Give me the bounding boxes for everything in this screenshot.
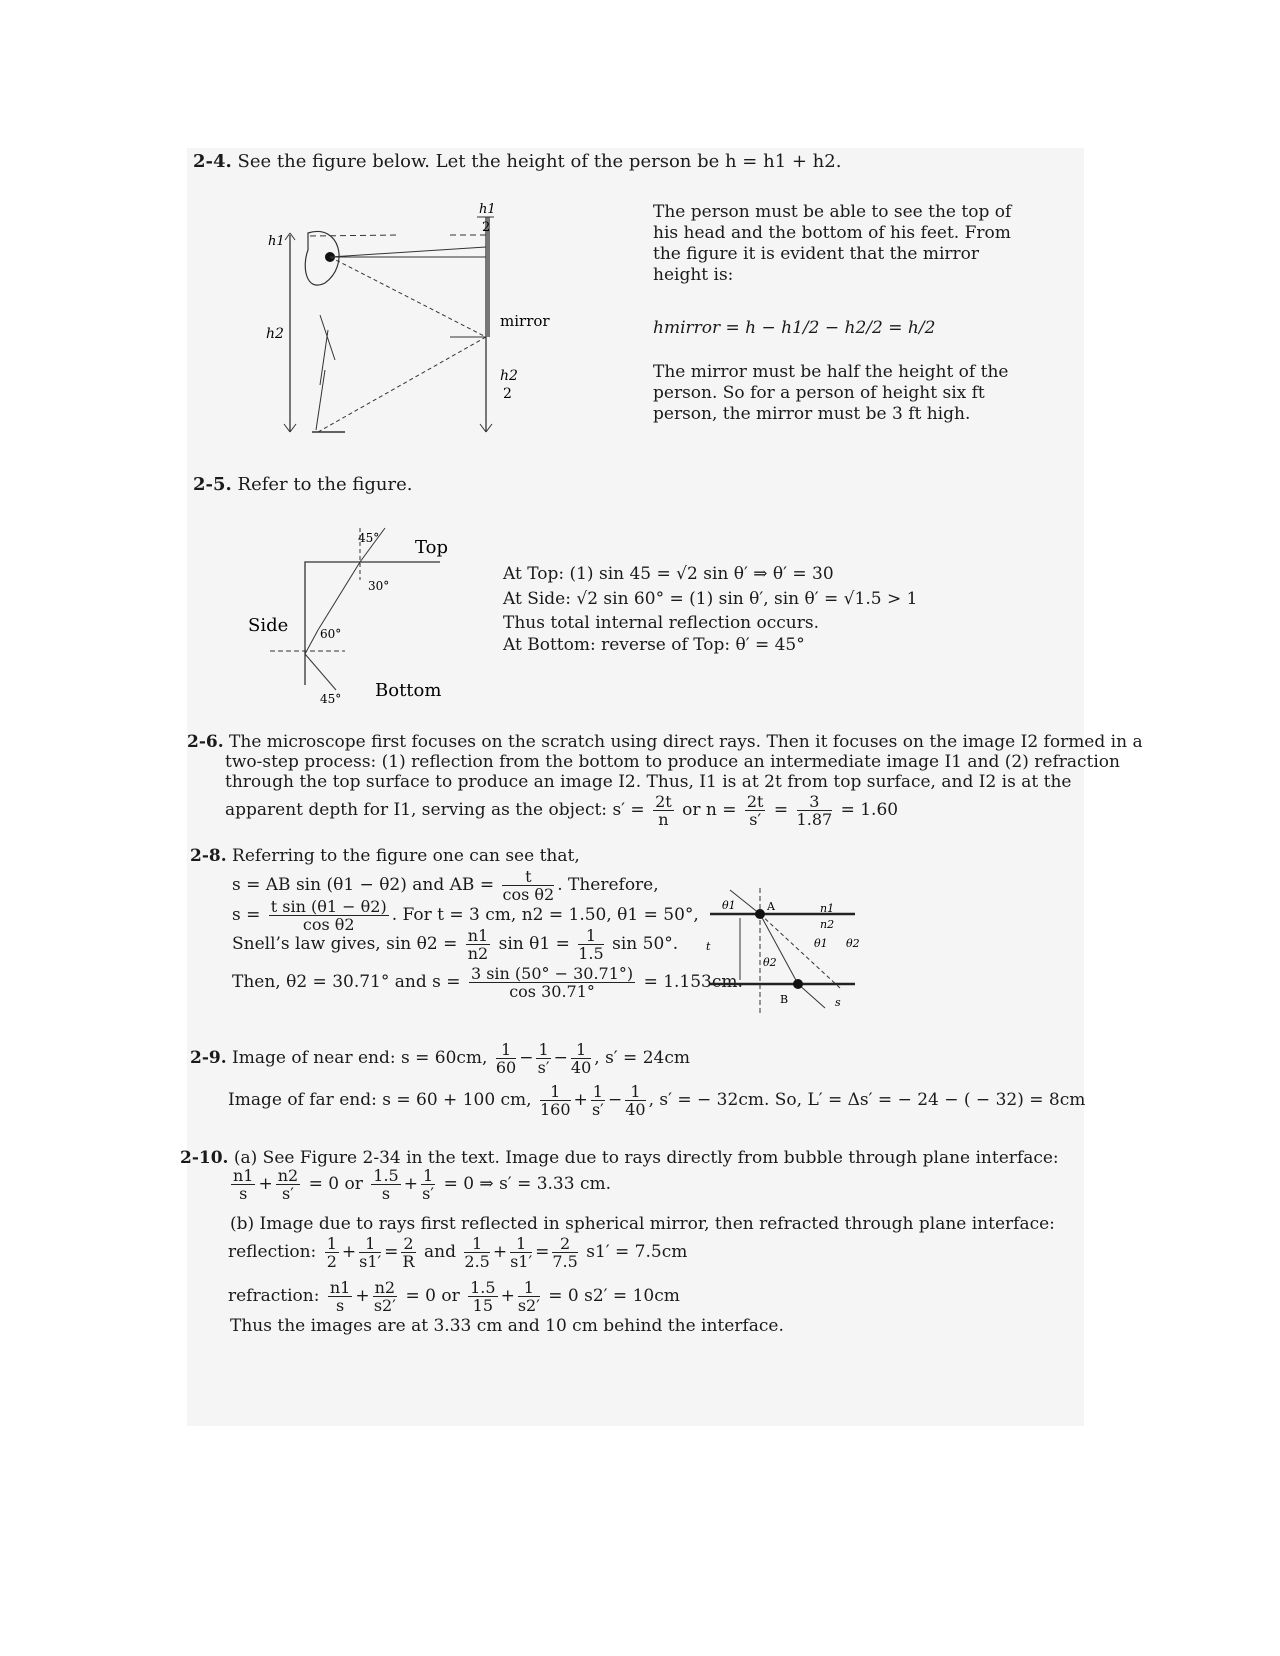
line-text: = 0 or bbox=[405, 1286, 460, 1306]
point-B-dot bbox=[793, 979, 803, 989]
problem-2-10-conclusion: Thus the images are at 3.33 cm and 10 cm behind the interface. bbox=[230, 1316, 784, 1336]
angle-60: 60° bbox=[320, 627, 342, 641]
n1-label: n1 bbox=[820, 902, 835, 915]
h2-half-numerator: h2 bbox=[500, 368, 518, 384]
problem-label: 2-8. bbox=[190, 846, 227, 866]
frac-den: 1.87 bbox=[796, 810, 833, 829]
line-text: s1′ = 7.5cm bbox=[586, 1242, 688, 1262]
frac-num: n1 bbox=[233, 1166, 254, 1185]
line-text: Snell’s law gives, sin θ2 = bbox=[232, 934, 458, 954]
problem-label: 2-5. bbox=[193, 474, 232, 495]
line-text: s = bbox=[232, 905, 261, 925]
angle-30: 30° bbox=[368, 579, 390, 593]
frac-den: 2.5 bbox=[464, 1252, 490, 1271]
problem-text: The microscope first focuses on the scratch using direct rays. Then it focuses on the image I2 formed in a bbox=[229, 732, 1143, 752]
frac-num: 1 bbox=[359, 1235, 381, 1253]
h1-half-denominator: 2 bbox=[482, 220, 491, 235]
line-text: = 0 ⇒ s′ = 3.33 cm. bbox=[443, 1174, 612, 1194]
theta2b-label: θ2 bbox=[846, 937, 860, 950]
problem-label: 2-6. bbox=[187, 732, 224, 752]
frac-num: 1 bbox=[578, 927, 603, 945]
problem-intro: Refer to the figure. bbox=[237, 474, 413, 495]
frac-den: s bbox=[335, 1296, 345, 1315]
angle-45-bottom: 45° bbox=[320, 692, 342, 706]
problem-intro: See the figure below. Let the height of the person be h = h1 + h2. bbox=[237, 151, 842, 172]
line-text: Image of near end: s = 60cm, bbox=[232, 1048, 488, 1068]
h1-label: h1 bbox=[268, 234, 285, 249]
problem-label: 2-9. bbox=[190, 1048, 227, 1068]
problem-2-6-line4 bbox=[225, 790, 898, 830]
point-A-dot bbox=[755, 909, 765, 919]
frac-den: 40 bbox=[625, 1100, 646, 1119]
label-bottom: Bottom bbox=[375, 680, 442, 701]
line-text: = 0 s2′ = 10cm bbox=[548, 1286, 680, 1306]
frac-num: n1 bbox=[329, 1278, 351, 1297]
line-text: refraction: bbox=[228, 1286, 320, 1306]
frac-num: 1 bbox=[422, 1166, 434, 1185]
problem-2-5-line3: Thus total internal reflection occurs. bbox=[503, 613, 820, 633]
problem-2-4-heading bbox=[193, 152, 841, 172]
problem-2-10-refraction-equation: refraction: $\frac{n1}{s}$ + $\frac{n2}{s2'}$ = 0 or $\frac{1.5}{15}$ + $\frac{1}{s2'}$ = 0 s2′ = 10cm bbox=[228, 1278, 680, 1315]
mirror-label: mirror bbox=[500, 312, 550, 330]
h2-label: h2 bbox=[266, 326, 284, 342]
frac-den: 40 bbox=[570, 1058, 592, 1077]
problem-2-5-line4: At Bottom: reverse of Top: θ′ = 45° bbox=[503, 635, 805, 655]
line-text: s = AB sin (θ1 − θ2) and AB = bbox=[232, 875, 495, 895]
frac-den: s′ bbox=[537, 1058, 550, 1077]
theta1b-label: θ1 bbox=[814, 937, 828, 950]
line-text: Then, θ2 = 30.71° and s = bbox=[232, 972, 461, 992]
line-text: sin θ1 = bbox=[498, 934, 570, 954]
frac-num: 1 bbox=[510, 1235, 532, 1253]
line-text: or n = bbox=[682, 800, 737, 820]
frac-num: 1 bbox=[625, 1083, 645, 1101]
problem-2-6-line3: through the top surface to produce an image I2. Thus, I1 is at 2t from top surface, and I2 is at the bbox=[225, 772, 1072, 792]
frac-den: 15 bbox=[472, 1296, 494, 1315]
thickness-t-label: t bbox=[706, 940, 711, 953]
frac-num: t sin (θ1 − θ2) bbox=[270, 897, 387, 916]
frac-den: s2′ bbox=[373, 1296, 396, 1315]
mirror-figure bbox=[250, 195, 570, 445]
line-text: sin 50°. bbox=[612, 934, 679, 954]
frac-num: 2 bbox=[403, 1234, 414, 1253]
frac-num: 1 bbox=[592, 1082, 603, 1101]
problem-2-5-line1: At Top: (1) sin 45 = √2 sin θ′ ⇒ θ′ = 30 bbox=[503, 564, 834, 584]
frac-num: 1 bbox=[464, 1235, 489, 1253]
problem-2-5-line2: At Side: √2 sin 60° = (1) sin θ′, sin θ′ = √1.5 > 1 bbox=[503, 589, 918, 609]
problem-2-6-line1 bbox=[187, 732, 1143, 752]
angle-45-top: 45° bbox=[358, 531, 380, 545]
line-text: = 1.153cm. bbox=[643, 972, 743, 992]
point-A-label: A bbox=[767, 900, 775, 913]
frac-den: 7.5 bbox=[552, 1252, 578, 1271]
point-B-label: B bbox=[780, 993, 789, 1006]
frac-den: s′ bbox=[282, 1184, 294, 1203]
problem-intro: Referring to the figure one can see that, bbox=[232, 846, 580, 866]
line-text: Image of far end: s = 60 + 100 cm, bbox=[228, 1090, 532, 1110]
frac-num: 1 bbox=[571, 1041, 591, 1059]
shift-s-label: s bbox=[835, 996, 841, 1009]
line-text: apparent depth for I1, serving as the object: s′ = bbox=[225, 800, 645, 820]
problem-2-4-conclusion: The mirror must be half the height of the person. So for a person of height six ft person, the mirror must be 3 ft high. bbox=[653, 362, 1009, 424]
frac-den: n bbox=[658, 810, 669, 829]
frac-den: cos θ2 bbox=[502, 885, 555, 904]
problem-2-6-line2: two-step process: (1) reflection from the bottom to produce an intermediate image I1 and (2) refraction bbox=[225, 752, 1120, 772]
theta2-label: θ2 bbox=[763, 956, 777, 969]
frac-num: 2t bbox=[746, 792, 764, 811]
theta1-label: θ1 bbox=[722, 899, 736, 912]
slab-displacement-figure bbox=[700, 888, 870, 1018]
frac-num: 2 bbox=[552, 1235, 577, 1253]
frac-den: 2 bbox=[326, 1252, 337, 1271]
frac-den: n2 bbox=[467, 944, 489, 963]
frac-num: 1 bbox=[496, 1041, 516, 1059]
frac-num: 1 bbox=[326, 1234, 337, 1253]
frac-den: cos θ2 bbox=[302, 915, 355, 934]
frac-num: 2t bbox=[655, 792, 672, 811]
problem-2-10-reflection-equation: reflection: $\frac{1}{2}$ + $\frac{1}{s1'}$ = $\frac{2}{R}$ and $\frac{1}{2.5}$ + $\frac{1}{s1'}$ = $\frac{2}{7.5}$ s1′ = 7.5cm bbox=[228, 1234, 688, 1271]
result: = 1.60 bbox=[840, 800, 899, 820]
frac-num: n2 bbox=[277, 1166, 299, 1185]
problem-2-10-part-b-intro: (b) Image due to rays first reflected in spherical mirror, then refracted through plane interface: bbox=[230, 1214, 1055, 1234]
frac-num: n1 bbox=[467, 926, 489, 945]
equals: = bbox=[773, 800, 789, 820]
problem-2-4-explanation: The person must be able to see the top of his head and the bottom of his feet. From the figure it is evident that the mirror height is: bbox=[653, 202, 1012, 285]
line-text: reflection: bbox=[228, 1242, 317, 1262]
line-text: . For t = 3 cm, n2 = 1.50, θ1 = 50°, bbox=[391, 905, 699, 925]
problem-2-9-line1: 2-9. Image of near end: s = 60cm, $\frac{1}{60}$ − $\frac{1}{s'}$ − $\frac{1}{40}$ , s′ = 24cm bbox=[190, 1040, 690, 1077]
frac-num: 1.5 bbox=[373, 1166, 399, 1185]
problem-2-8-line3 bbox=[232, 925, 678, 963]
frac-den: 60 bbox=[495, 1058, 517, 1077]
problem-2-5-heading bbox=[193, 475, 412, 495]
prism-figure bbox=[240, 520, 480, 710]
frac-den: R bbox=[402, 1252, 415, 1271]
n2-label: n2 bbox=[820, 918, 835, 931]
frac-num: n2 bbox=[374, 1278, 396, 1297]
frac-den: s′ bbox=[422, 1184, 434, 1203]
line-text: (a) See Figure 2-34 in the text. Image due to rays directly from bubble through plane interface: bbox=[233, 1148, 1059, 1168]
label-top: Top bbox=[415, 537, 448, 558]
problem-2-8-line4 bbox=[232, 962, 743, 1002]
frac-den: s1′ bbox=[510, 1252, 533, 1271]
problem-label: 2-4. bbox=[193, 151, 232, 172]
frac-den: s bbox=[381, 1184, 391, 1203]
line-text: . Therefore, bbox=[557, 875, 659, 895]
problem-2-10-part-a-equation: $\frac{n1}{s}$ + $\frac{n2}{s'}$ = 0 or $\frac{1.5}{s}$ + $\frac{1}{s'}$ = 0 ⇒ s′ = 3.33 cm. bbox=[233, 1166, 612, 1203]
frac-den: s bbox=[239, 1184, 248, 1203]
problem-label: 2-10. bbox=[180, 1148, 229, 1168]
frac-den: cos 30.71° bbox=[509, 982, 595, 1001]
line-text: and bbox=[424, 1242, 456, 1262]
label-side: Side bbox=[248, 615, 289, 636]
line-text: , s′ = 24cm bbox=[594, 1048, 690, 1068]
frac-den: s′ bbox=[749, 810, 762, 829]
frac-num: t bbox=[502, 868, 554, 886]
frac-num: 1 bbox=[538, 1040, 549, 1059]
frac-num: 1 bbox=[518, 1279, 540, 1297]
frac-num: 1 bbox=[540, 1083, 571, 1101]
frac-den: 160 bbox=[540, 1100, 571, 1119]
frac-num: 1.5 bbox=[470, 1278, 496, 1297]
frac-den: s1′ bbox=[359, 1252, 382, 1271]
mirror-height-equation: hmirror = h − h1/2 − h2/2 = h/2 bbox=[653, 318, 936, 338]
problem-2-8-heading bbox=[190, 846, 580, 866]
frac-den: s2′ bbox=[517, 1296, 540, 1315]
frac-den: s′ bbox=[591, 1100, 604, 1119]
frac-num: 3 sin (50° − 30.71°) bbox=[470, 964, 634, 983]
h2-half-denominator: 2 bbox=[503, 386, 512, 402]
line-text: = 0 or bbox=[308, 1174, 363, 1194]
frac-num: 3 bbox=[797, 793, 833, 811]
line-text: , s′ = − 32cm. So, L′ = Δs′ = − 24 − ( − 32) = 8cm bbox=[648, 1090, 1086, 1110]
frac-den: 1.5 bbox=[578, 944, 604, 963]
problem-2-9-line2: Image of far end: s = 60 + 100 cm, $\frac{1}{160}$ + $\frac{1}{s'}$ − $\frac{1}{40}$ , s′ = − 32cm. So, L′ = Δs′ = − 24 − ( − 32) = 8cm bbox=[228, 1082, 1086, 1119]
h1-half-numerator: h1 bbox=[479, 202, 496, 217]
